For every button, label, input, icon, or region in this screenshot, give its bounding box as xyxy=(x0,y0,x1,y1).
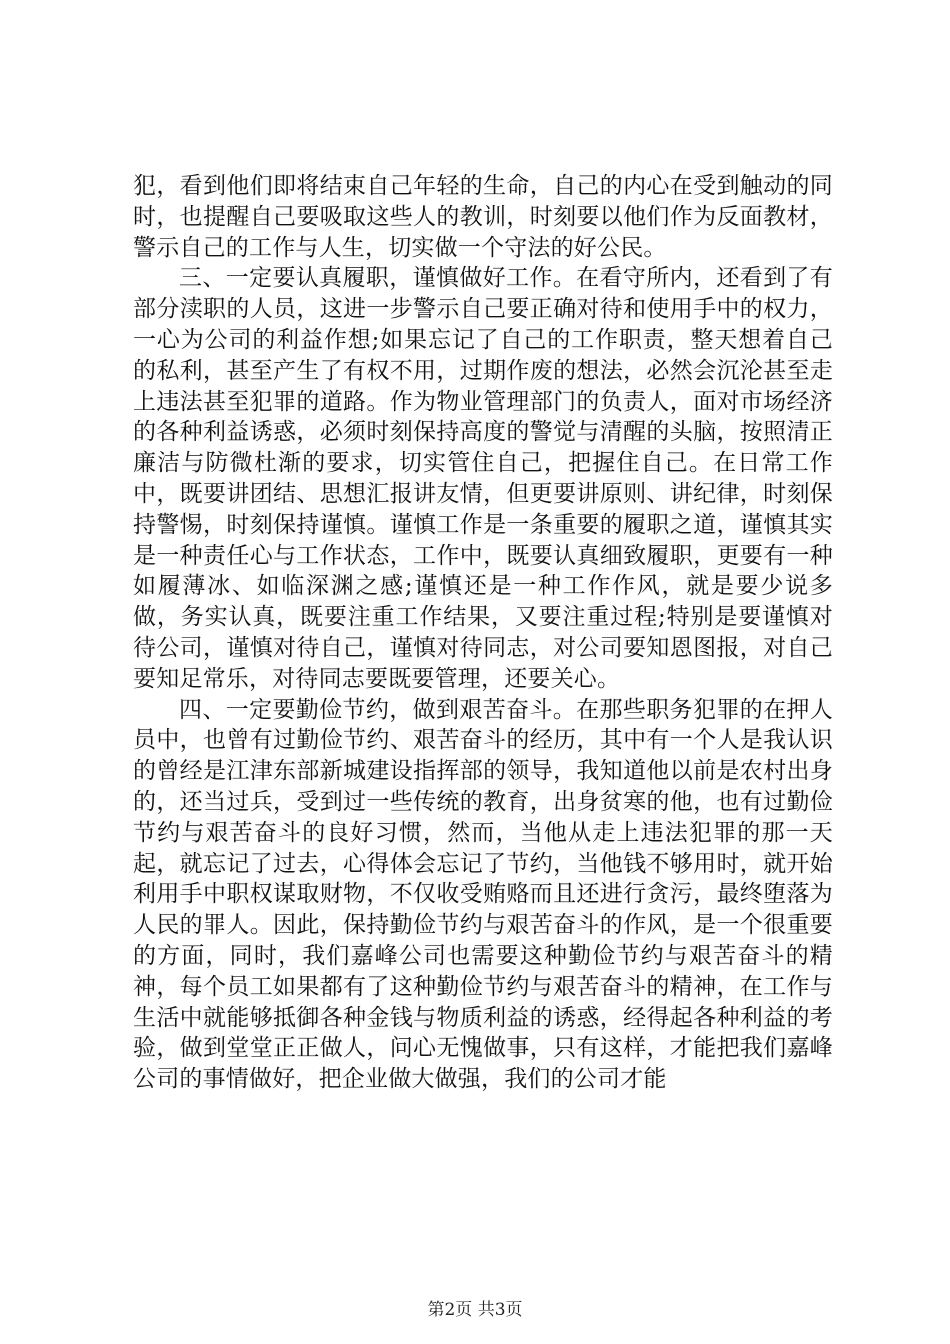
paragraph-section-four: 四、一定要勤俭节约，做到艰苦奋斗。在那些职务犯罪的在押人员中，也曾有过勤俭节约、艰苦奋斗的经历，其中有一个人是我认识的曾经是江津东部新城建设指挥部的领导，我知道他以前是农村出身的，还当过兵，受到过一些传统的教育，出身贫寒的他，也有过勤俭节约与艰苦奋斗的良好习惯，然而，当他从走上违法犯罪的那一天起，就忘记了过去，心得体会忘记了节约，当他钱不够用时，就开始利用手中职权谋取财物，不仅收受贿赂而且还进行贪污，最终堕落为人民的罪人。因此，保持勤俭节约与艰苦奋斗的作风，是一个很重要的方面，同时，我们嘉峰公司也需要这种勤俭节约与艰苦奋斗的精神，每个员工如果都有了这种勤俭节约与艰苦奋斗的精神，在工作与生活中就能够抵御各种金钱与物质利益的诱惑，经得起各种利益的考验，做到堂堂正正做人，问心无愧做事，只有这样，才能把我们嘉峰公司的事情做好，把企业做大做强，我们的公司才能 xyxy=(133,696,833,1093)
page-footer xyxy=(0,1300,950,1320)
body-text xyxy=(133,171,833,1095)
paragraph-continuation: 犯，看到他们即将结束自己年轻的生命，自己的内心在受到触动的同时，也提醒自己要吸取这些人的教训，时刻要以他们作为反面教材，警示自己的工作与人生，切实做一个守法的好公民。 xyxy=(133,173,833,261)
paragraph-section-three: 三、一定要认真履职，谨慎做好工作。在看守所内，还看到了有部分渎职的人员，这进一步警示自己要正确对待和使用手中的权力，一心为公司的利益作想;如果忘记了自己的工作职责，整天想着自己的私利，甚至产生了有权不用，过期作废的想法，必然会沉沦甚至走上违法甚至犯罪的道路。作为物业管理部门的负责人，面对市场经济的各种利益诱惑，必须时刻保持高度的警觉与清醒的头脑，按照清正廉洁与防微杜渐的要求，切实管住自己，把握住自己。在日常工作中，既要讲团结、思想汇报讲友情，但更要讲原则、讲纪律，时刻保持警惕，时刻保持谨慎。谨慎工作是一条重要的履职之道，谨慎其实是一种责任心与工作状态，工作中，既要认真细致履职，更要有一种如履薄冰、如临深渊之感;谨慎还是一种工作作风，就是要少说多做，务实认真，既要注重工作结果，又要注重过程;特别是要谨慎对待公司，谨慎对待自己，谨慎对待同志，对公司要知恩图报，对自己要知足常乐，对待同志要既要管理，还要关心。 xyxy=(133,265,833,692)
page-number-label: 第2页 共3页 xyxy=(427,1300,523,1320)
